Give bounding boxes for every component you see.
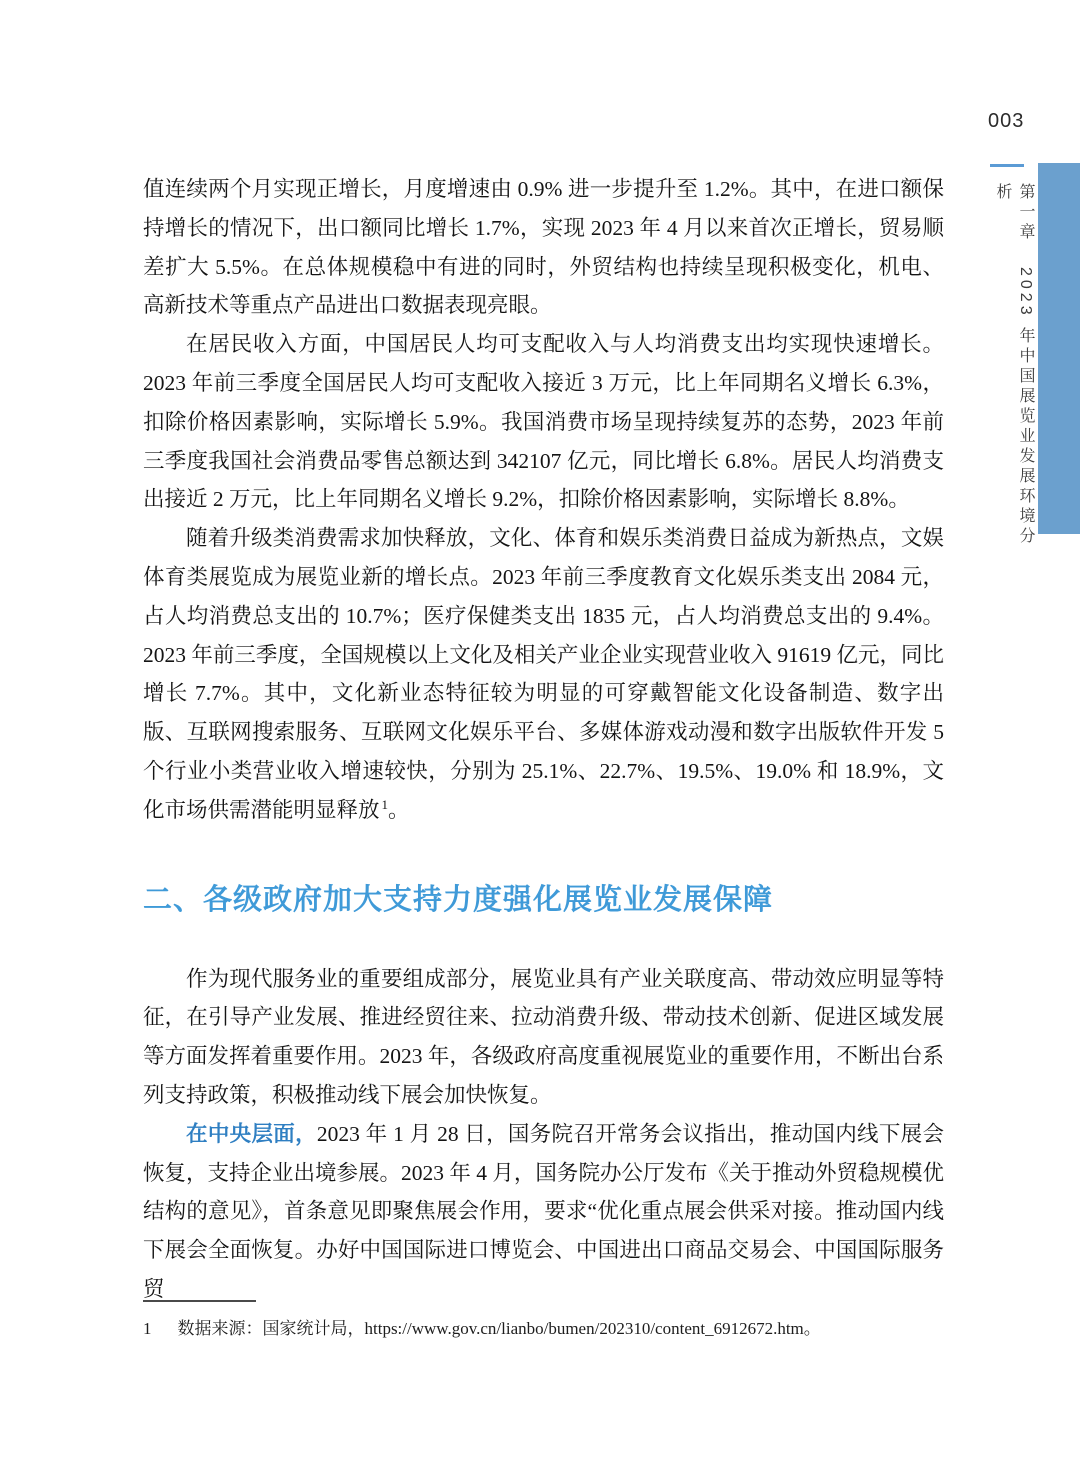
- section-heading: 二、各级政府加大支持力度强化展览业发展保障: [143, 883, 774, 916]
- chapter-sidebar: [991, 183, 1037, 563]
- footnote-marker: 1: [143, 1319, 152, 1338]
- footnote: [143, 1316, 958, 1342]
- body-text-column: [143, 170, 944, 1309]
- chapter-title: 2023 年中国展览业发展环境分析: [994, 183, 1034, 548]
- chapter-accent-bar: [1038, 163, 1080, 534]
- footnote-divider: [143, 1300, 256, 1302]
- chapter-rule: [990, 164, 1024, 167]
- paragraph-lead-central: 在中央层面，: [186, 1121, 317, 1146]
- page-number: 003: [988, 110, 1025, 132]
- paragraph-government-support: 作为现代服务业的重要组成部分，展览业具有产业关联度高、带动效应明显等特征，在引导产业发展、推进经贸往来、拉动消费升级、带动技术创新、促进区域发展等方面发挥着重要作用。2023 年，各级政府高度重视展览业的重要作用，不断出台系列支持政策，积极推动线下展会加快恢复。: [143, 966, 944, 1107]
- paragraph-culture-text: 随着升级类消费需求加快释放，文化、体育和娱乐类消费日益成为新热点，文娱体育类展览成为展览业新的增长点。2023 年前三季度教育文化娱乐类支出 2084 元，占人均消费总支出的 10.7%；医疗保健类支出 1835 元，占人均消费总支出的 9.4%。2023 年前三季度，全国规模以上文化及相关产业企业实现营业收入 91619 亿元，同比增长 7.7%。其中，文化新业态特征较为明显的可穿戴智能文化设备制造、数字出版、互联网搜索服务、互联网文化娱乐平台、多媒体游戏动漫和数字出版软件开发 5 个行业小类营业收入增速较快，分别为 25.1%、22.7%、19.5%、19.0% 和 18.9%，文化市场供需潜能明显释放: [143, 526, 944, 822]
- paragraph-central-level: [143, 1115, 944, 1309]
- paragraph-resident-income: 在居民收入方面，中国居民人均可支配收入与人均消费支出均实现快速增长。2023 年前三季度全国居民人均可支配收入接近 3 万元，比上年同期名义增长 6.3%，扣除价格因素影响，实际增长 5.9%。我国消费市场呈现持续复苏的态势，2023 年前三季度我国社会消费品零售总额达到 342107 亿元，同比增长 6.8%。居民人均消费支出接近 2 万元，比上年同期名义增长 9.2%，扣除价格因素影响，实际增长 8.8%。: [143, 332, 944, 512]
- paragraph-trade-growth: 值连续两个月实现正增长，月度增速由 0.9% 进一步提升至 1.2%。其中，在进口额保持增长的情况下，出口额同比增长 1.7%，实现 2023 年 4 月以来首次正增长，贸易顺差扩大 5.5%。在总体规模稳中有进的同时，外贸结构也持续呈现积极变化，机电、高新技术等重点产品进出口数据表现亮眼。: [143, 177, 944, 318]
- chapter-label: 第一章: [1017, 183, 1034, 243]
- footnote-reference: 1: [381, 796, 389, 812]
- footnote-text: 数据来源：国家统计局，https://www.gov.cn/lianbo/bumen/202310/content_6912672.htm。: [177, 1319, 821, 1338]
- paragraph-central-text: 2023 年 1 月 28 日，国务院召开常务会议指出，推动国内线下展会恢复，支持企业出境参展。2023 年 4 月，国务院办公厅发布《关于推动外贸稳规模优结构的意见》，首条意见即聚焦展会作用，要求“优化重点展会供采对接。推动国内线下展会全面恢复。办好中国国际进口博览会、中国进出口商品交易会、中国国际服务贸: [143, 1121, 944, 1301]
- paragraph-culture-period: 。: [388, 797, 410, 822]
- paragraph-culture-consumption: [143, 519, 944, 829]
